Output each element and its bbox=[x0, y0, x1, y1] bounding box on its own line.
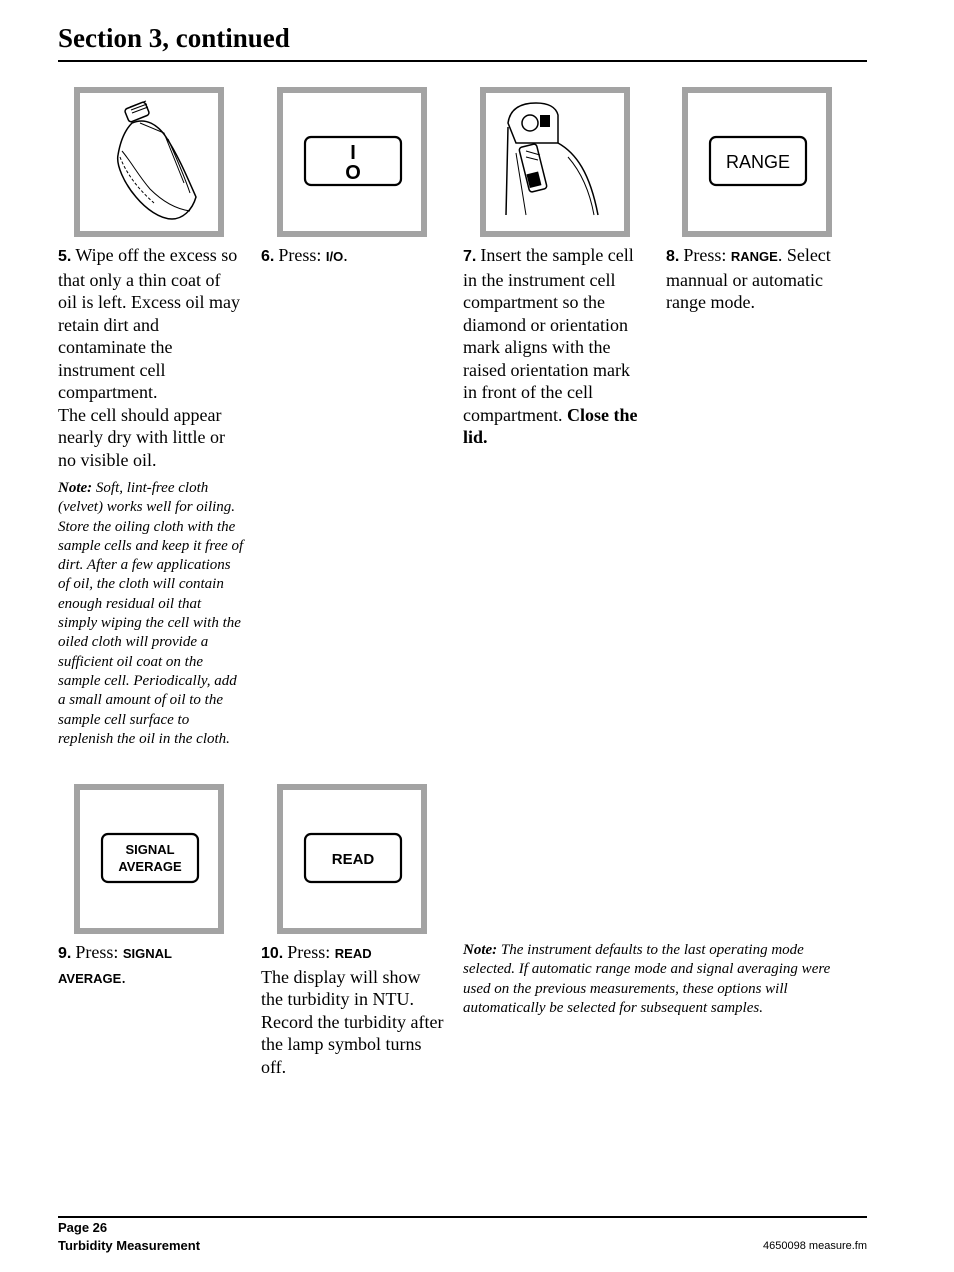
step-5-number: 5. bbox=[58, 248, 72, 265]
instrument-cell-icon bbox=[486, 93, 624, 231]
step-6-suffix: . bbox=[343, 245, 348, 265]
step-9-key: SIGNAL AVERAGE bbox=[58, 946, 172, 986]
signal-average-key-line1: SIGNAL bbox=[125, 842, 175, 857]
io-button-illustration bbox=[277, 87, 427, 237]
footer-page-number: Page 26 bbox=[58, 1220, 108, 1235]
note-defaults bbox=[463, 941, 858, 1018]
insert-cell-illustration bbox=[480, 87, 630, 237]
step-8 bbox=[666, 244, 856, 314]
step-10-number: 10. bbox=[261, 945, 284, 962]
step-10-prefix: Press: bbox=[287, 942, 335, 962]
read-button-illustration bbox=[277, 784, 427, 934]
step-7-text: Insert the sample cell in the instrument cell compartment so the diamond or orientation mark aligns with the raised orientation mark in front of the cell compartment. bbox=[463, 245, 634, 425]
footer-file-name: 4650098 measure.fm bbox=[763, 1240, 867, 1252]
note-oiling-text: Soft, lint-free cloth (velvet) works well for oiling. Store the oiling cloth with the sample cells and keep it free of dirt. After a few applications of oil, the cloth will contain enough residual oil that simply wiping the cell with the oiled cloth will provide a sufficient oil coat on the sample cell. Periodically, add a small amount of oil to the sample cell surface to replenish the oil in the cloth. bbox=[58, 480, 244, 747]
cloth-bottle-icon bbox=[80, 93, 218, 231]
step-10 bbox=[261, 941, 446, 1078]
step-9-prefix: Press: bbox=[75, 942, 123, 962]
step-6-prefix: Press: bbox=[278, 245, 326, 265]
footer-section-name: Turbidity Measurement bbox=[58, 1238, 201, 1253]
signal-average-button-svg bbox=[80, 790, 218, 928]
step-8-number: 8. bbox=[666, 248, 680, 265]
step-10-key: READ bbox=[334, 946, 372, 961]
step-6-number: 6. bbox=[261, 248, 275, 265]
signal-average-button-illustration bbox=[74, 784, 224, 934]
step-5-text: Wipe off the excess so that only a thin coat of oil is left. Excess oil may retain dirt and contaminate the instrument cell compartment. bbox=[58, 245, 240, 402]
range-button-svg bbox=[688, 93, 826, 231]
step-7-number: 7. bbox=[463, 248, 477, 265]
signal-average-key-line2: AVERAGE bbox=[118, 859, 182, 874]
note-oiling-label: Note: bbox=[58, 480, 93, 496]
step-8-suffix: . Select mannual or automatic range mode. bbox=[666, 245, 831, 312]
page-title: Section 3, continued bbox=[58, 23, 290, 53]
note-defaults-label: Note: bbox=[463, 942, 498, 958]
step-7-bold: Close the lid. bbox=[463, 404, 638, 447]
io-key-bottom-label: O bbox=[345, 162, 361, 184]
footer-left bbox=[58, 1219, 200, 1255]
step-5-text-2: The cell should appear nearly dry with little or no visible oil. bbox=[58, 404, 225, 470]
note-oiling bbox=[58, 479, 244, 749]
note-defaults-text: The instrument defaults to the last operating mode selected. If automatic range mode and signal averaging were used on the previous measurements, these options will automatically be selected for subsequent samples. bbox=[463, 942, 831, 1016]
step-6 bbox=[261, 244, 441, 269]
step-8-key: RANGE bbox=[730, 249, 778, 264]
step-5 bbox=[58, 244, 243, 471]
step-9-number: 9. bbox=[58, 945, 72, 962]
step-7 bbox=[463, 244, 648, 449]
wipe-cell-illustration bbox=[74, 87, 224, 237]
step-9-suffix: . bbox=[121, 966, 126, 987]
footer-rule bbox=[58, 1216, 867, 1218]
step-8-prefix: Press: bbox=[683, 245, 731, 265]
header-rule bbox=[58, 60, 867, 62]
io-button-svg bbox=[283, 93, 421, 231]
range-button-illustration bbox=[682, 87, 832, 237]
step-6-key: I/O bbox=[325, 249, 344, 264]
io-key-top-label: I bbox=[350, 142, 356, 164]
step-10-text: The display will show the turbidity in NTU. Record the turbidity after the lamp symbol turns off. bbox=[261, 966, 444, 1077]
range-key-label: RANGE bbox=[725, 152, 791, 172]
read-button-svg bbox=[283, 790, 421, 928]
read-key-label: READ bbox=[331, 851, 375, 868]
step-9 bbox=[58, 941, 233, 990]
